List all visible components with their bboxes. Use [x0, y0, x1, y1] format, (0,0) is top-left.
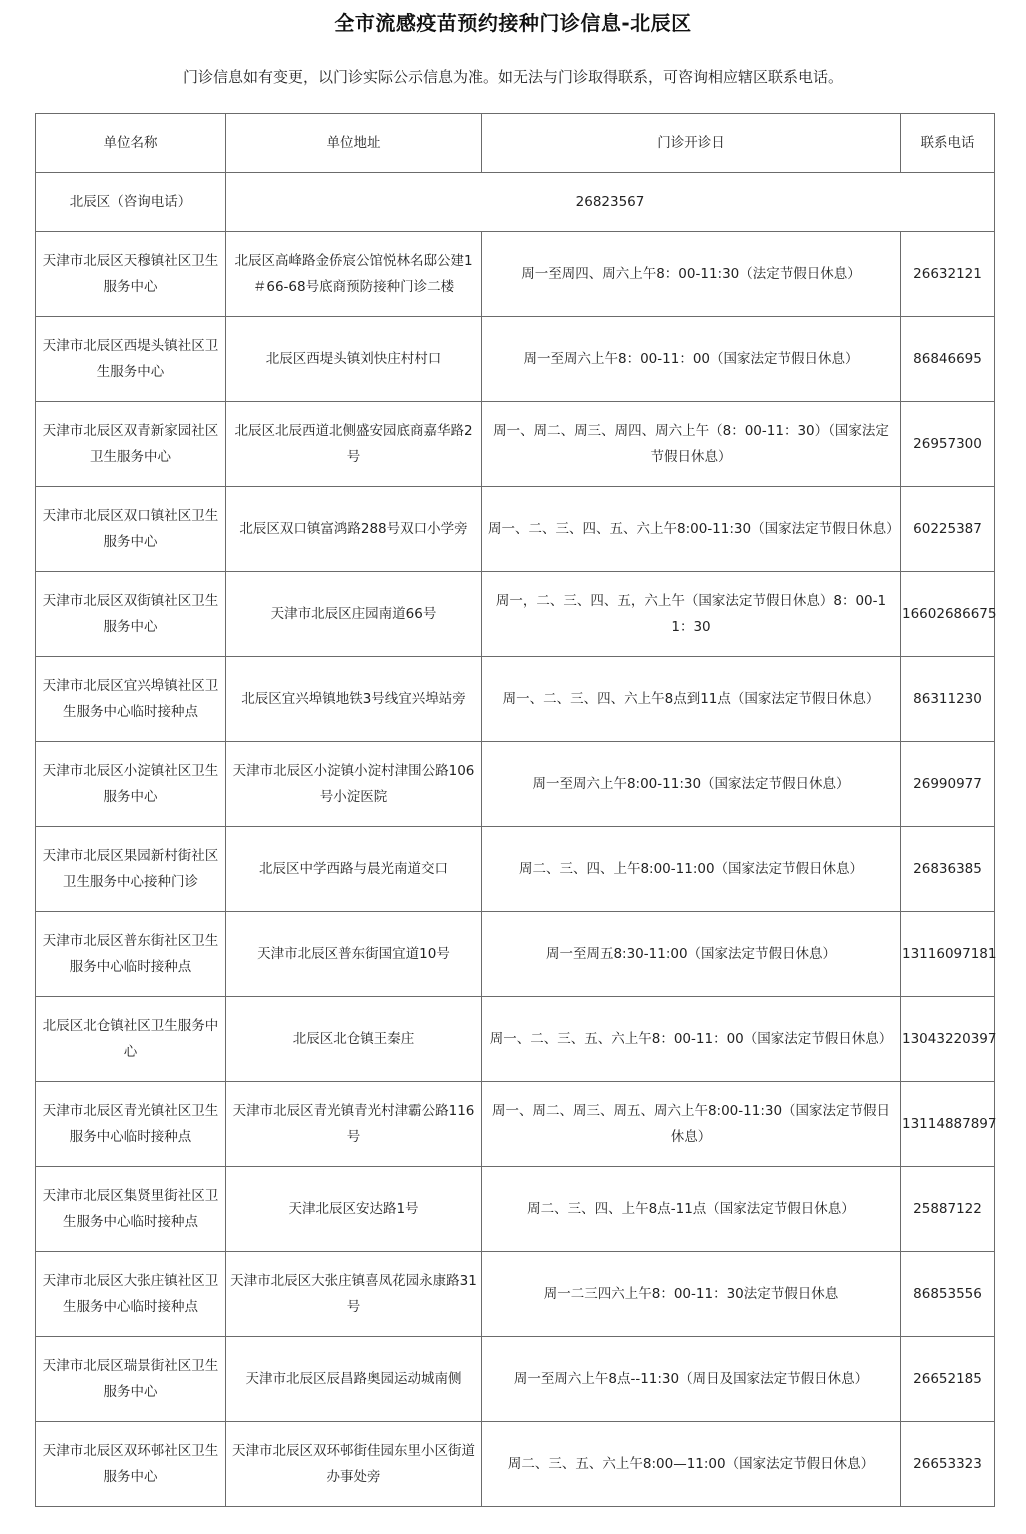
clinic-address: 天津市北辰区双环邨街佳园东里小区街道办事处旁: [226, 1422, 482, 1507]
clinic-hours: 周一、二、三、五、六上午8：00-11：00（国家法定节假日休息）: [482, 997, 901, 1082]
clinic-hours: 周一至周六上午8:00-11:30（国家法定节假日休息）: [482, 742, 901, 827]
clinic-address: 北辰区北辰西道北侧盛安园底商嘉华路2号: [226, 402, 482, 487]
table-row: [36, 742, 995, 827]
clinic-phone: 26653323: [901, 1422, 995, 1507]
header-hours: 门诊开诊日: [482, 114, 901, 173]
clinic-name: 天津市北辰区双青新家园社区卫生服务中心: [36, 402, 226, 487]
clinic-address: 北辰区西堤头镇刘快庄村村口: [226, 317, 482, 402]
table-row: [36, 1252, 995, 1337]
consult-row: [36, 173, 995, 232]
clinic-address: 北辰区中学西路与晨光南道交口: [226, 827, 482, 912]
header-address: 单位地址: [226, 114, 482, 173]
clinic-address: 天津市北辰区青光镇青光村津霸公路116号: [226, 1082, 482, 1167]
clinic-phone: 16602686675: [901, 572, 995, 657]
header-phone: 联系电话: [901, 114, 995, 173]
table-row: [36, 487, 995, 572]
page-title: 全市流感疫苗预约接种门诊信息-北辰区: [334, 11, 692, 35]
clinic-hours: 周一、二、三、四、六上午8点到11点（国家法定节假日休息）: [482, 657, 901, 742]
table-row: [36, 912, 995, 997]
clinic-address: 北辰区宜兴埠镇地铁3号线宜兴埠站旁: [226, 657, 482, 742]
table-row: [36, 232, 995, 317]
table-row: [36, 997, 995, 1082]
clinic-phone: 13043220397: [901, 997, 995, 1082]
clinic-phone: 86853556: [901, 1252, 995, 1337]
clinic-hours: 周二、三、四、上午8:00-11:00（国家法定节假日休息）: [482, 827, 901, 912]
clinic-hours: 周一、周二、周三、周四、周六上午（8：00-11：30）（国家法定节假日休息）: [482, 402, 901, 487]
header-name: 单位名称: [36, 114, 226, 173]
clinic-name: 天津市北辰区双口镇社区卫生服务中心: [36, 487, 226, 572]
clinic-phone: 86846695: [901, 317, 995, 402]
consult-phone: 26823567: [226, 173, 995, 232]
clinic-name: 北辰区北仓镇社区卫生服务中心: [36, 997, 226, 1082]
table-row: [36, 1422, 995, 1507]
clinic-name: 天津市北辰区果园新村街社区卫生服务中心接种门诊: [36, 827, 226, 912]
clinic-phone: 60225387: [901, 487, 995, 572]
clinic-phone: 26957300: [901, 402, 995, 487]
clinic-name: 天津市北辰区西堤头镇社区卫生服务中心: [36, 317, 226, 402]
clinic-name: 天津市北辰区集贤里街社区卫生服务中心临时接种点: [36, 1167, 226, 1252]
clinic-hours: 周一至周五8:30-11:00（国家法定节假日休息）: [482, 912, 901, 997]
clinic-hours: 周一，二、三、四、五，六上午（国家法定节假日休息）8：00-11：30: [482, 572, 901, 657]
clinic-address: 天津市北辰区小淀镇小淀村津围公路106号小淀医院: [226, 742, 482, 827]
clinic-name: 天津市北辰区瑞景街社区卫生服务中心: [36, 1337, 226, 1422]
clinic-hours: 周一至周四、周六上午8：00-11:30（法定节假日休息）: [482, 232, 901, 317]
clinic-phone: 26990977: [901, 742, 995, 827]
clinic-phone: 26652185: [901, 1337, 995, 1422]
clinic-name: 天津市北辰区双环邨社区卫生服务中心: [36, 1422, 226, 1507]
clinic-phone: 13114887897: [901, 1082, 995, 1167]
clinic-address: 北辰区高峰路金侨宸公馆悦林名邸公建1＃66-68号底商预防接种门诊二楼: [226, 232, 482, 317]
table-header-row: [36, 114, 995, 173]
clinic-hours: 周一、二、三、四、五、六上午8:00-11:30（国家法定节假日休息）: [482, 487, 901, 572]
clinic-phone: 13116097181: [901, 912, 995, 997]
clinic-phone: 25887122: [901, 1167, 995, 1252]
clinic-phone: 26632121: [901, 232, 995, 317]
clinic-name: 天津市北辰区普东街社区卫生服务中心临时接种点: [36, 912, 226, 997]
table-row: [36, 827, 995, 912]
clinic-hours: 周一至周六上午8：00-11：00（国家法定节假日休息）: [482, 317, 901, 402]
table-row: [36, 1167, 995, 1252]
clinic-address: 天津市北辰区普东街国宜道10号: [226, 912, 482, 997]
table-row: [36, 657, 995, 742]
clinic-table: [35, 113, 995, 1507]
clinic-address: 天津市北辰区大张庄镇喜凤花园永康路31号: [226, 1252, 482, 1337]
notice-text: 门诊信息如有变更，以门诊实际公示信息为准。如无法与门诊取得联系，可咨询相应辖区联系电话。: [182, 68, 843, 86]
clinic-phone: 26836385: [901, 827, 995, 912]
clinic-address: 北辰区双口镇富鸿路288号双口小学旁: [226, 487, 482, 572]
consult-label: 北辰区（咨询电话）: [36, 173, 226, 232]
clinic-name: 天津市北辰区宜兴埠镇社区卫生服务中心临时接种点: [36, 657, 226, 742]
clinic-name: 天津市北辰区双街镇社区卫生服务中心: [36, 572, 226, 657]
clinic-hours: 周二、三、五、六上午8:00—11:00（国家法定节假日休息）: [482, 1422, 901, 1507]
table-row: [36, 317, 995, 402]
clinic-address: 天津市北辰区辰昌路奥园运动城南侧: [226, 1337, 482, 1422]
table-row: [36, 402, 995, 487]
clinic-hours: 周二、三、四、上午8点-11点（国家法定节假日休息）: [482, 1167, 901, 1252]
clinic-address: 天津北辰区安达路1号: [226, 1167, 482, 1252]
clinic-name: 天津市北辰区大张庄镇社区卫生服务中心临时接种点: [36, 1252, 226, 1337]
clinic-phone: 86311230: [901, 657, 995, 742]
clinic-address: 北辰区北仓镇王秦庄: [226, 997, 482, 1082]
table-row: [36, 572, 995, 657]
clinic-name: 天津市北辰区小淀镇社区卫生服务中心: [36, 742, 226, 827]
clinic-hours: 周一二三四六上午8：00-11：30法定节假日休息: [482, 1252, 901, 1337]
clinic-hours: 周一、周二、周三、周五、周六上午8:00-11:30（国家法定节假日休息）: [482, 1082, 901, 1167]
clinic-address: 天津市北辰区庄园南道66号: [226, 572, 482, 657]
clinic-hours: 周一至周六上午8点--11:30（周日及国家法定节假日休息）: [482, 1337, 901, 1422]
table-row: [36, 1082, 995, 1167]
table-row: [36, 1337, 995, 1422]
clinic-name: 天津市北辰区青光镇社区卫生服务中心临时接种点: [36, 1082, 226, 1167]
clinic-name: 天津市北辰区天穆镇社区卫生服务中心: [36, 232, 226, 317]
